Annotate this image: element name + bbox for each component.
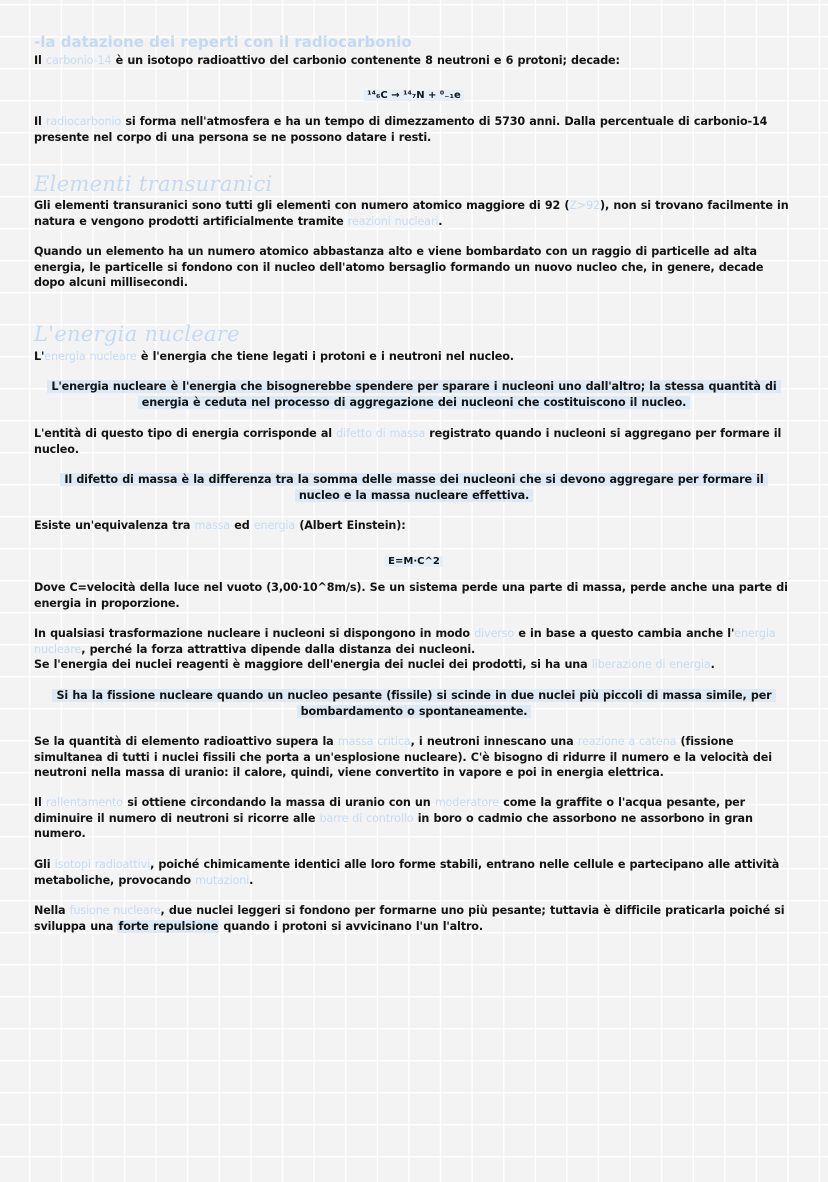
paragraph-transuranic-definition: Gli elementi transuranici sono tutti gli elementi con numero atomico maggiore di 92 (Z>92), non si trovano facilmente in natura e vengono prodotti artificialmente tramite reazioni nucleari. xyxy=(34,199,789,228)
callout-nuclear-energy xyxy=(34,379,794,410)
paragraph-mass-defect-ref: L'entità di questo tipo di energia corrisponde al difetto di massa registrato quando i nucleoni si aggregano per formare il nucleo. xyxy=(34,427,782,456)
highlight-term: reazione a catena xyxy=(577,735,677,748)
highlight-boxed: forte repulsione xyxy=(118,919,219,933)
highlight-term: diverso xyxy=(474,627,515,640)
section-title-radiocarbon: -la datazione dei reperti con il radiocarbonio xyxy=(34,33,412,51)
highlight-term: isotopi radioattivi xyxy=(54,858,151,871)
paragraph-mass-energy-equivalence: Esiste un'equivalenza tra massa ed energia (Albert Einstein): xyxy=(34,519,406,532)
highlight-term: difetto di massa xyxy=(336,427,426,440)
highlight-term: massa critica xyxy=(337,735,411,748)
highlight-term: energia nucleare xyxy=(34,627,776,656)
section-title-nuclear-energy: L'energia nucleare xyxy=(34,322,240,346)
paragraph-carbon14: Il carbonio-14 è un isotopo radioattivo del carbonio contenente 8 neutroni e 6 protoni; decade: xyxy=(34,54,620,67)
highlight-term: liberazione di energia xyxy=(591,658,711,671)
paragraph-transuranic-bombardment: Quando un elemento ha un numero atomico abbastanza alto e viene bombardato con un raggio di particelle ad alta energia, le particelle si fondono con il nucleo dell'atomo bersaglio formando un nuovo nucleo che, in genere, decade dopo alcuni millisecondi. xyxy=(34,245,764,289)
highlight-term: energia nucleare xyxy=(44,350,137,363)
highlight-term: mutazioni xyxy=(195,873,250,887)
paragraph-fusion: Nella fusione nucleare, due nuclei leggeri si fondono per formarne uno più pesante; tuttavia è difficile praticarla poiché si sviluppa una forte repulsione quando i protoni si avvicinano l'un l'altro. xyxy=(34,904,785,933)
paragraph-radioactive-isotopes: Gli isotopi radioattivi, poiché chimicamente identici alle loro forme stabili, entrano nelle cellule e partecipano alle attività metaboliche, provocando mutazioni. xyxy=(34,858,780,887)
einstein-formula-row xyxy=(34,549,794,568)
highlight-term: moderatore xyxy=(434,796,499,809)
callout-text: Si ha la fissione nucleare quando un nucleo pesante (fissile) si scinde in due nuclei più piccoli di massa simile, per bombardamento o spontaneamente. xyxy=(52,689,775,718)
paragraph-radiocarbon: Il radiocarbonio si forma nell'atmosfera e ha un tempo di dimezzamento di 5730 anni. Dalla percentuale di carbonio-14 presente nel corpo di una persona se ne possono datare i resti. xyxy=(34,115,768,144)
highlight-term: Z>92 xyxy=(569,199,601,212)
highlight-term: rallentamento xyxy=(45,796,123,809)
decay-equation: ¹⁴₆C → ¹⁴₇N + ⁰₋₁e xyxy=(364,90,464,101)
callout-text: L'energia nucleare è l'energia che bisognerebbe spendere per sparare i nucleoni uno dall'altro; la stessa quantità di energia è ceduta nel processo di aggregazione dei nucleoni che costituiscono il nucleo. xyxy=(47,380,780,409)
highlight-term: energia xyxy=(253,519,296,532)
highlight-term: reazioni nucleari xyxy=(347,214,439,228)
paragraph-moderator: Il rallentamento si ottiene circondando la massa di uranio con un moderatore come la graffite o l'acqua pesante, per diminuire il numero di neutroni si ricorre alle barre di controllo in boro o cadmio che assorbono ne assorbono in gran numero. xyxy=(34,796,753,840)
callout-fission xyxy=(34,688,794,719)
highlight-term: radiocarbonio xyxy=(45,115,122,128)
section-title-transuranic: Elementi transuranici xyxy=(34,172,273,196)
paragraph-critical-mass: Se la quantità di elemento radioattivo supera la massa critica, i neutroni innescano una reazione a catena (fissione simultanea di tutti i nuclei fissili che porta a un'esplosione nucleare). C'è bisogno di ridurre il numero e la velocità dei neutroni nella massa di uranio: il calore, quindi, viene convertito in vapore e poi in energia elettrica. xyxy=(34,735,772,779)
highlight-term: barre di controllo xyxy=(319,811,414,825)
paragraph-speed-of-light: Dove C=velocità della luce nel vuoto (3,00·10^8m/s). Se un sistema perde una parte di massa, perde anche una parte di energia in proporzione. xyxy=(34,581,788,610)
highlight-term: carbonio-14 xyxy=(45,54,112,67)
highlight-term: fusione nucleare xyxy=(69,904,161,917)
highlight-term: massa xyxy=(194,519,231,532)
paragraph-nuclear-transformation: In qualsiasi trasformazione nucleare i nucleoni si dispongono in modo diverso e in base a questo cambia anche l'energia nucleare, perché la forza attrattiva dipende dalla distanza dei nucleoni. Se l'energia dei nuclei reagenti è maggiore dell'energia dei nuclei dei prodotti, si ha una liberazione di energia. xyxy=(34,627,776,671)
callout-text: Il difetto di massa è la differenza tra la somma delle masse dei nucleoni che si devono aggregare per formare il nucleo e la massa nucleare effettiva. xyxy=(60,473,767,502)
callout-mass-defect xyxy=(34,472,794,503)
paragraph-nuclear-energy-def: L'energia nucleare è l'energia che tiene legati i protoni e i neutroni nel nucleo. xyxy=(34,350,514,363)
einstein-formula: E=M·C^2 xyxy=(385,556,443,567)
decay-equation-row xyxy=(34,83,794,102)
